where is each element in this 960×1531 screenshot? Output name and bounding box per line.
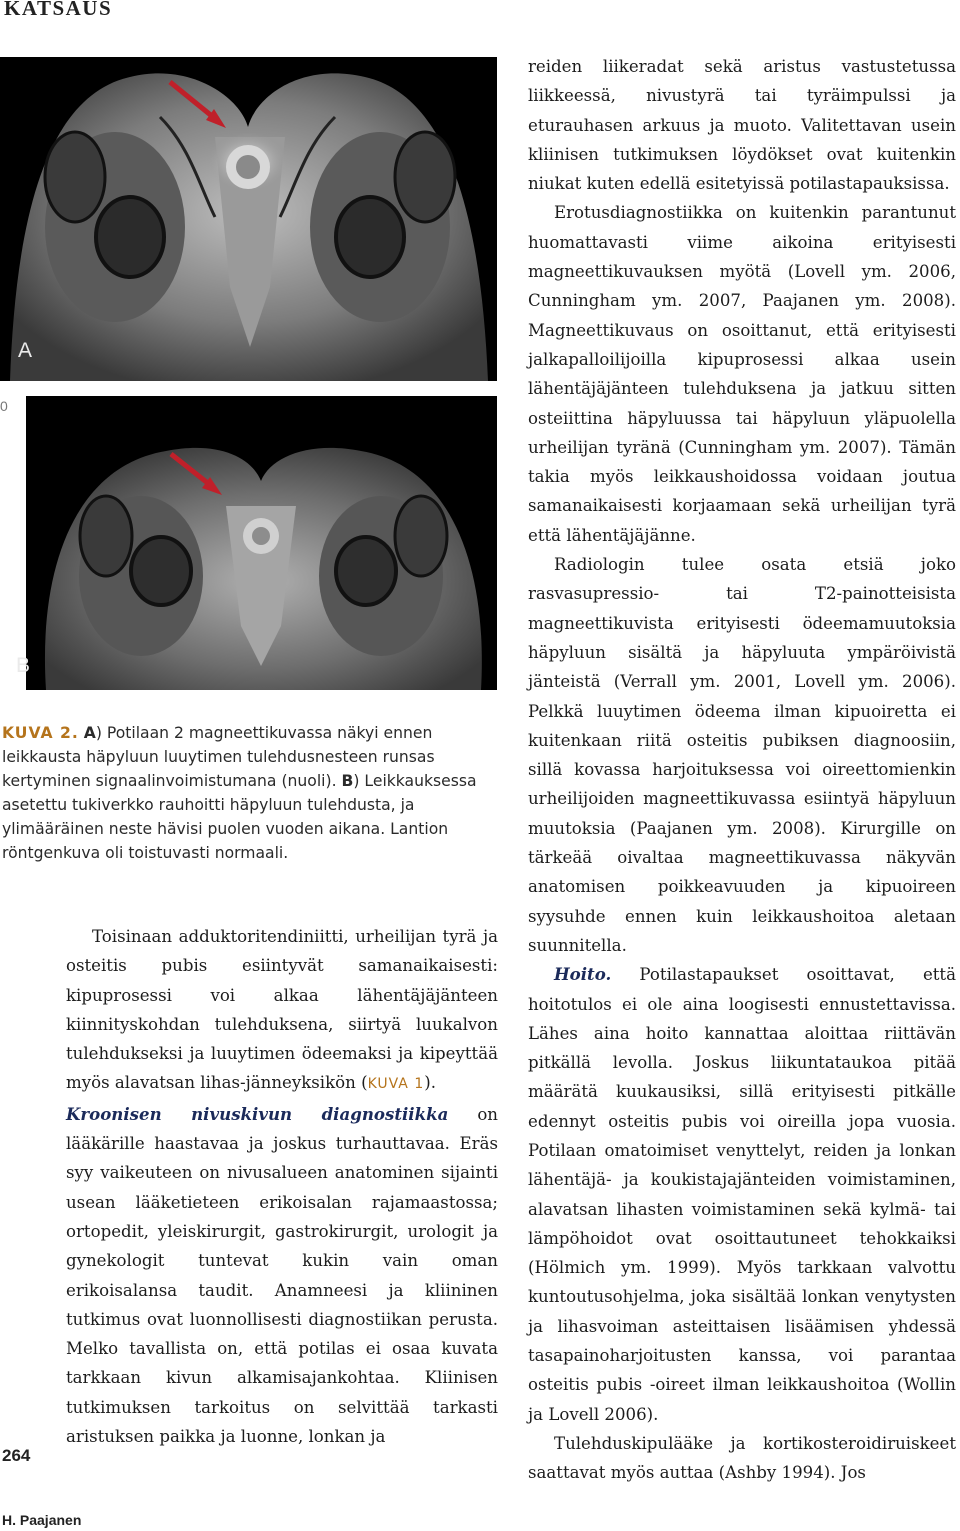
right-paragraph-1: reiden liikeradat sekä aristus vastustetussa liikkeessä, nivustyrä tai tyräimpulssi ja eturauhasen arkuus ja muoto. Valitettavan usein kliinisen tutkimuksen löydökset ovat kuitenkin niukat kuten edellä esitetyissä potilastapauksissa. [528, 57, 956, 194]
axis-tick: 0 [0, 398, 8, 414]
diagnostics-heading: Kroonisen nivuskivun diagnostiikka [66, 1103, 449, 1124]
author-name: H. Paajanen [2, 1512, 82, 1528]
caption-a-letter: A [83, 724, 96, 742]
mri-scan-a [0, 57, 497, 381]
right-p4-text: Potilastapaukset osoittavat, että hoitotulos ei ole aina loogisesti ennustettavissa. Lähes aina hoito kannattaa aloittaa riittävän pitkällä levolla. Joskus liikuntataukoa pitää määrätä kuukausiksi, sillä erityisesti pitkälle edennyt osteitis pubis voi oireilla jopa vuosia. Potilaan omatoimiset venyttelyt, reiden ja lonkan lähentäjä- ja koukistajajänteiden voimistaminen, alavatsan lihasten voimistaminen sekä kylmä- tai lämpöhoidot ovat osoittautuneet tehokkaiksi (Hölmich ym. 1999). Myös tarkkaan valvottu kuntoutusohjelma, joka sisältää lonkan venytysten ja lihasvoiman asteittaisen lisäämisen yhdessä tasapainoharjoitusten kanssa, voi parantaa osteitis pubis -oireet ilman leikkaushoitoa (Wollin ja Lovell 2006). [528, 965, 956, 1424]
caption-a-text: ) Potilaan 2 magneettikuvassa näkyi ennen leikkausta häpyluun luuytimen tulehdusnesteen runsas kertyminen signaalinvoimistumana (nuoli). [2, 724, 435, 790]
left-p1-end: ). [424, 1073, 436, 1093]
panel-b-label: B [16, 654, 31, 677]
left-p1-text: Toisinaan adduktoritendiniitti, urheilijan tyrä ja osteitis pubis esiintyvät samanaikaisesti: kipuprosessi voi alkaa lähentäjäjänteen kiinnityskohdan tulehduksena, siirtyä luukalvon tulehdukseksi ja luuytimen ödeemaksi ja kipeyttää myös alavatsan lihas-jänneyksikön ( [66, 927, 498, 1093]
right-paragraph-3: Radiologin tulee osata etsiä joko rasvasupressio- tai T2-painotteisista magneettikuvista erityisesti ödeemamuutoksia häpyluun sisältä ja häpyluuta ympäröivistä jänteistä (Verrall ym. 2001, Lovell ym. 2006). Pelkkä luuytimen ödeema ilman kipuoiretta ei kuitenkaan riitä osteitis pubiksen diagnoosiin, sillä kovassa harjoituksessa voi oireettomienkin urheilijoiden magneettikuvassa esiintyä häpyluun muutoksia (Paajanen ym. 2008). Kirurgille on tärkeää oivaltaa magneettikuvassa näkyvän anatomisen poikkeavuuden ja kipuoireen syysuhde ennen kuin leikkaushoitoa aletaan suunnitella. [528, 555, 956, 955]
left-p2-text: on lääkärille haastavaa ja joskus turhauttavaa. Eräs syy vaikeuteen on nivusalueen anatominen sijainti usean lääketieteen erikoisalan rajamaastossa; ortopedit, yleiskirurgit, gastrokirurgit, urologit ja gynekologit tuntevat kukin vain oman erikoisalansa taudit. Anamneesi ja kliininen tutkimus ovat luonnollisesti diagnostiikan perusta. Melko tavallista on, että potilas ei osaa kuvata tarkkaan kivun alkamisajankohtaa. Kliinisen tutkimuksen tarkoitus on selvittää tarkasti aristuksen paikka ja luonne, lonkan ja [66, 1104, 498, 1447]
page-number: 264 [2, 1446, 31, 1465]
mri-scan-b [26, 396, 497, 690]
mri-image-a [0, 57, 497, 381]
left-column [66, 922, 498, 1451]
panel-a-label: A [18, 339, 33, 362]
caption-b-text: ) Leikkauksessa asetettu tukiverkko rauhoitti häpyluun tulehdusta, ja ylimääräinen neste hävisi puolen vuoden aikana. Lantion röntgenkuva oli toistuvasti normaali. [2, 772, 477, 862]
section-label: KATSAUS [4, 0, 113, 20]
right-paragraph-2: Erotusdiagnostiikka on kuitenkin parantunut huomattavasti viime aikoina erityisesti magneettikuvauksen myötä (Lovell ym. 2006, Cunningham ym. 2007, Paajanen ym. 2008). Magneettikuvaus on osoittanut, että erityisesti jalkapalloilijoilla kipuprosessi alkaa usein lähentäjäjänteen tulehduksena ja jatkuu sitten osteiittina häpyluussa tai häpyluun yläpuolella urheilijan tyränä (Cunningham ym. 2007). Tämän takia myös leikkaushoidossa voidaan joutua samanaikaisesti korjaamaan sekä urheilijan tyrä että lähentäjäjänne. [528, 203, 956, 545]
caption-b-letter: B [341, 772, 354, 790]
left-paragraph-2 [66, 1100, 498, 1452]
mri-image-b [16, 396, 497, 690]
right-paragraph-4 [528, 960, 956, 1429]
right-paragraph-5: Tulehduskipulääke ja kortikosteroidiruiskeet saattavat myös auttaa (Ashby 1994). Jos [528, 1433, 956, 1483]
figure-ref: KUVA 2. [2, 724, 79, 742]
right-column [528, 52, 956, 1488]
left-paragraph-1 [66, 922, 498, 1100]
treatment-heading: Hoito. [554, 964, 612, 985]
figure-1-reference: KUVA 1 [367, 1076, 425, 1093]
figure-caption [2, 721, 497, 865]
